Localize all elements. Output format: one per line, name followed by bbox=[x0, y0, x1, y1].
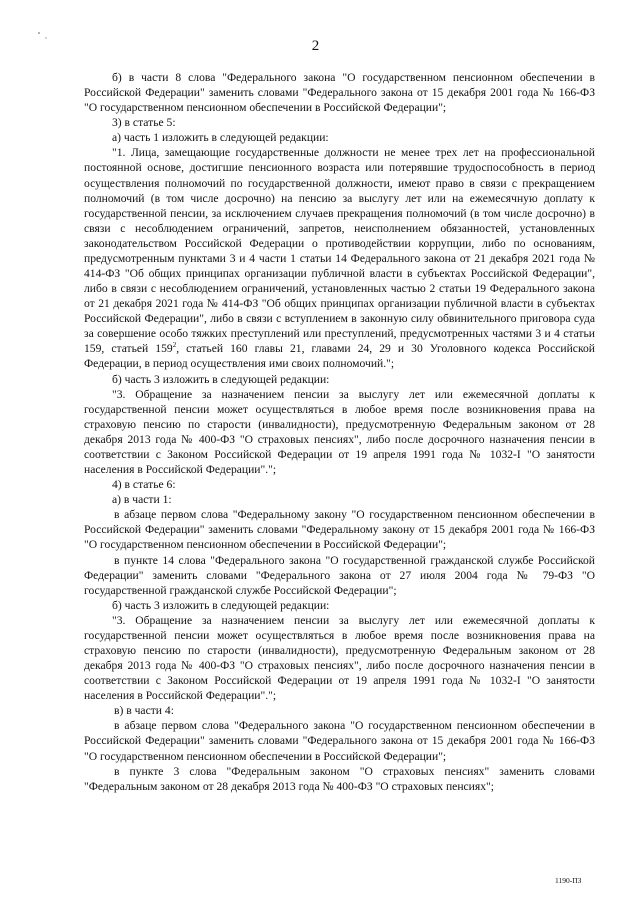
paragraph bbox=[84, 145, 595, 371]
paragraph: "3. Обращение за назначением пенсии за выслугу лет или ежемесячной доплаты к государственной пенсии может осуществляться в любое время после возникновения права на страховую пенсию по старости (инвалидности), предусмотренную Федеральным законом от 28 декабря 2013 года № 400-ФЗ "О страховых пенсиях", либо после досрочного назначения пенсии в соответствии с Законом Российской Федерации от 19 апреля 1991 года № 1032-I "О занятости населения в Российской Федерации"."; bbox=[84, 387, 595, 477]
superscript: 2 bbox=[172, 341, 177, 350]
paragraph: б) часть 3 изложить в следующей редакции: bbox=[112, 598, 330, 612]
paragraph: а) в части 1: bbox=[112, 493, 172, 507]
document-code: 1190-ПЗ bbox=[555, 876, 582, 885]
document-body bbox=[84, 70, 595, 794]
paragraph: в абзаце первом слова "Федеральному закону "О государственном пенсионном обеспечении в Российской Федерации" заменить словами "Федеральному закону от 15 декабря 2001 года № 166-ФЗ "О государственном пенсионном обеспечении в Российской Федерации"; bbox=[84, 508, 595, 552]
paragraph: в пункте 14 слова "Федерального закона "О государственной гражданской службе Российской Федерации" заменить словами "Федерального закона от 27 июля 2004 года № 79-ФЗ "О государственной гражданской службе Российской Федерации"; bbox=[84, 553, 595, 597]
paragraph: в пункте 3 слова "Федеральным законом "О страховых пенсиях" заменить словами "Федеральным законом от 28 декабря 2013 года № 400-ФЗ "О страховых пенсиях"; bbox=[84, 764, 595, 793]
paragraph: а) часть 1 изложить в следующей редакции: bbox=[112, 131, 329, 145]
paragraph-text: "1. Лица, замещающие государственные должности не менее трех лет на профессиональной постоянной основе, достигшие пенсионного возраста или потерявшие трудоспособность в период осуществления полномочий по государственной должности, имеют право в связи с прекращением полномочий (в том числе досрочно) на пенсию за выслугу лет или на ежемесячную доплату к государственной пенсии, за исключением случаев прекращения полномочий (в том числе досрочно) в связи с несоблюдением ограничений, запретов, неисполнением обязанностей, установленных законодательством Российской Федерации о противодействии коррупции, либо по основаниям, предусмотренным пунктами 3 и 4 части 1 статьи 14 Федерального закона от 21 декабря 2021 года № 414-ФЗ "Об общих принципах организации публичной власти в субъектах Российской Федерации", либо в связи с несоблюдением ограничений, установленных частью 2 статьи 19 Федерального закона от 21 декабря 2021 года № 414-ФЗ "Об общих принципах организации публичной власти в субъектах Российской Федерации", либо в связи с вступлением в законную силу обвинительного приговора суда за совершение особо тяжких преступлений или преступлений, предусмотренных частями 3 и 4 статьи 159, статьей 159 bbox=[84, 146, 595, 356]
paragraph: "3. Обращение за назначением пенсии за выслугу лет или ежемесячной доплаты к государственной пенсии может осуществляться в любое время после возникновения права на страховую пенсию по старости (инвалидности), предусмотренную Федеральным законом от 28 декабря 2013 года № 400-ФЗ "О страховых пенсиях", либо после досрочного назначения пенсии в соответствии с Законом Российской Федерации от 19 апреля 1991 года № 1032-I "О занятости населения в Российской Федерации"."; bbox=[84, 613, 595, 703]
paragraph: б) часть 3 изложить в следующей редакции: bbox=[112, 372, 330, 386]
paragraph: 4) в статье 6: bbox=[112, 478, 176, 492]
paragraph: 3) в статье 5: bbox=[112, 116, 176, 130]
paragraph: в абзаце первом слова "Федерального закона "О государственном пенсионном обеспечении в Российской Федерации" заменить словами "Федерального закона от 15 декабря 2001 года № 166-ФЗ "О государственном пенсионном обеспечении в Российской Федерации"; bbox=[84, 719, 595, 763]
paragraph-text-tail: , статьей 160 главы 21, главами 24, 29 и 30 Уголовного кодекса Российской Федерации, в период осуществления ими своих полномочий."; bbox=[84, 342, 595, 371]
paragraph: в) в части 4: bbox=[114, 704, 174, 718]
paragraph: б) в части 8 слова "Федерального закона "О государственном пенсионном обеспечении в Российской Федерации" заменить словами "Федерального закона от 15 декабря 2001 года № 166-ФЗ "О государственном пенсионном обеспечении в Российской Федерации"; bbox=[84, 71, 595, 115]
page-number: 2 bbox=[311, 38, 320, 54]
